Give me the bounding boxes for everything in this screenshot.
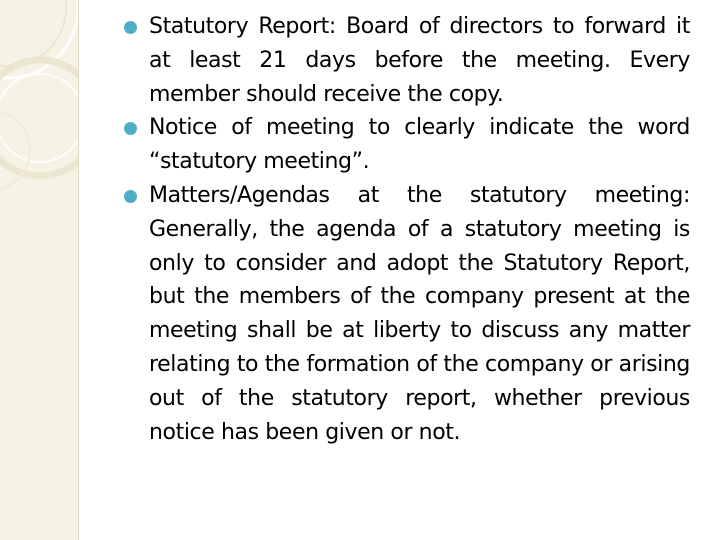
bullet-text: Statutory Report: Board of directors to forward it at least 21 days before the meeting. Every member should receive the copy.: [149, 14, 690, 107]
bullet-item-statutory-report: [124, 10, 690, 111]
bullet-icon: [124, 21, 137, 34]
bullet-content: [124, 10, 690, 449]
side-panel: [0, 0, 79, 540]
decorative-rings: [0, 0, 78, 540]
bullet-icon: [124, 190, 137, 203]
bullet-item-matters-agendas: [124, 179, 690, 449]
bullet-text: Notice of meeting to clearly indicate the word “statutory meeting”.: [149, 115, 690, 175]
bullet-list: [124, 10, 690, 449]
bullet-text: Matters/Agendas at the statutory meeting: Generally, the agenda of a statutory meeting is only to consider and adopt the Statutory Report, but the members of the company present at the meeting shall be at liberty to discuss any matter relating to the formation of the company or arising out of the statutory report, whether previous notice has been given or not.: [149, 182, 690, 445]
bullet-icon: [124, 122, 137, 135]
bullet-item-notice-of-meeting: [124, 111, 690, 179]
